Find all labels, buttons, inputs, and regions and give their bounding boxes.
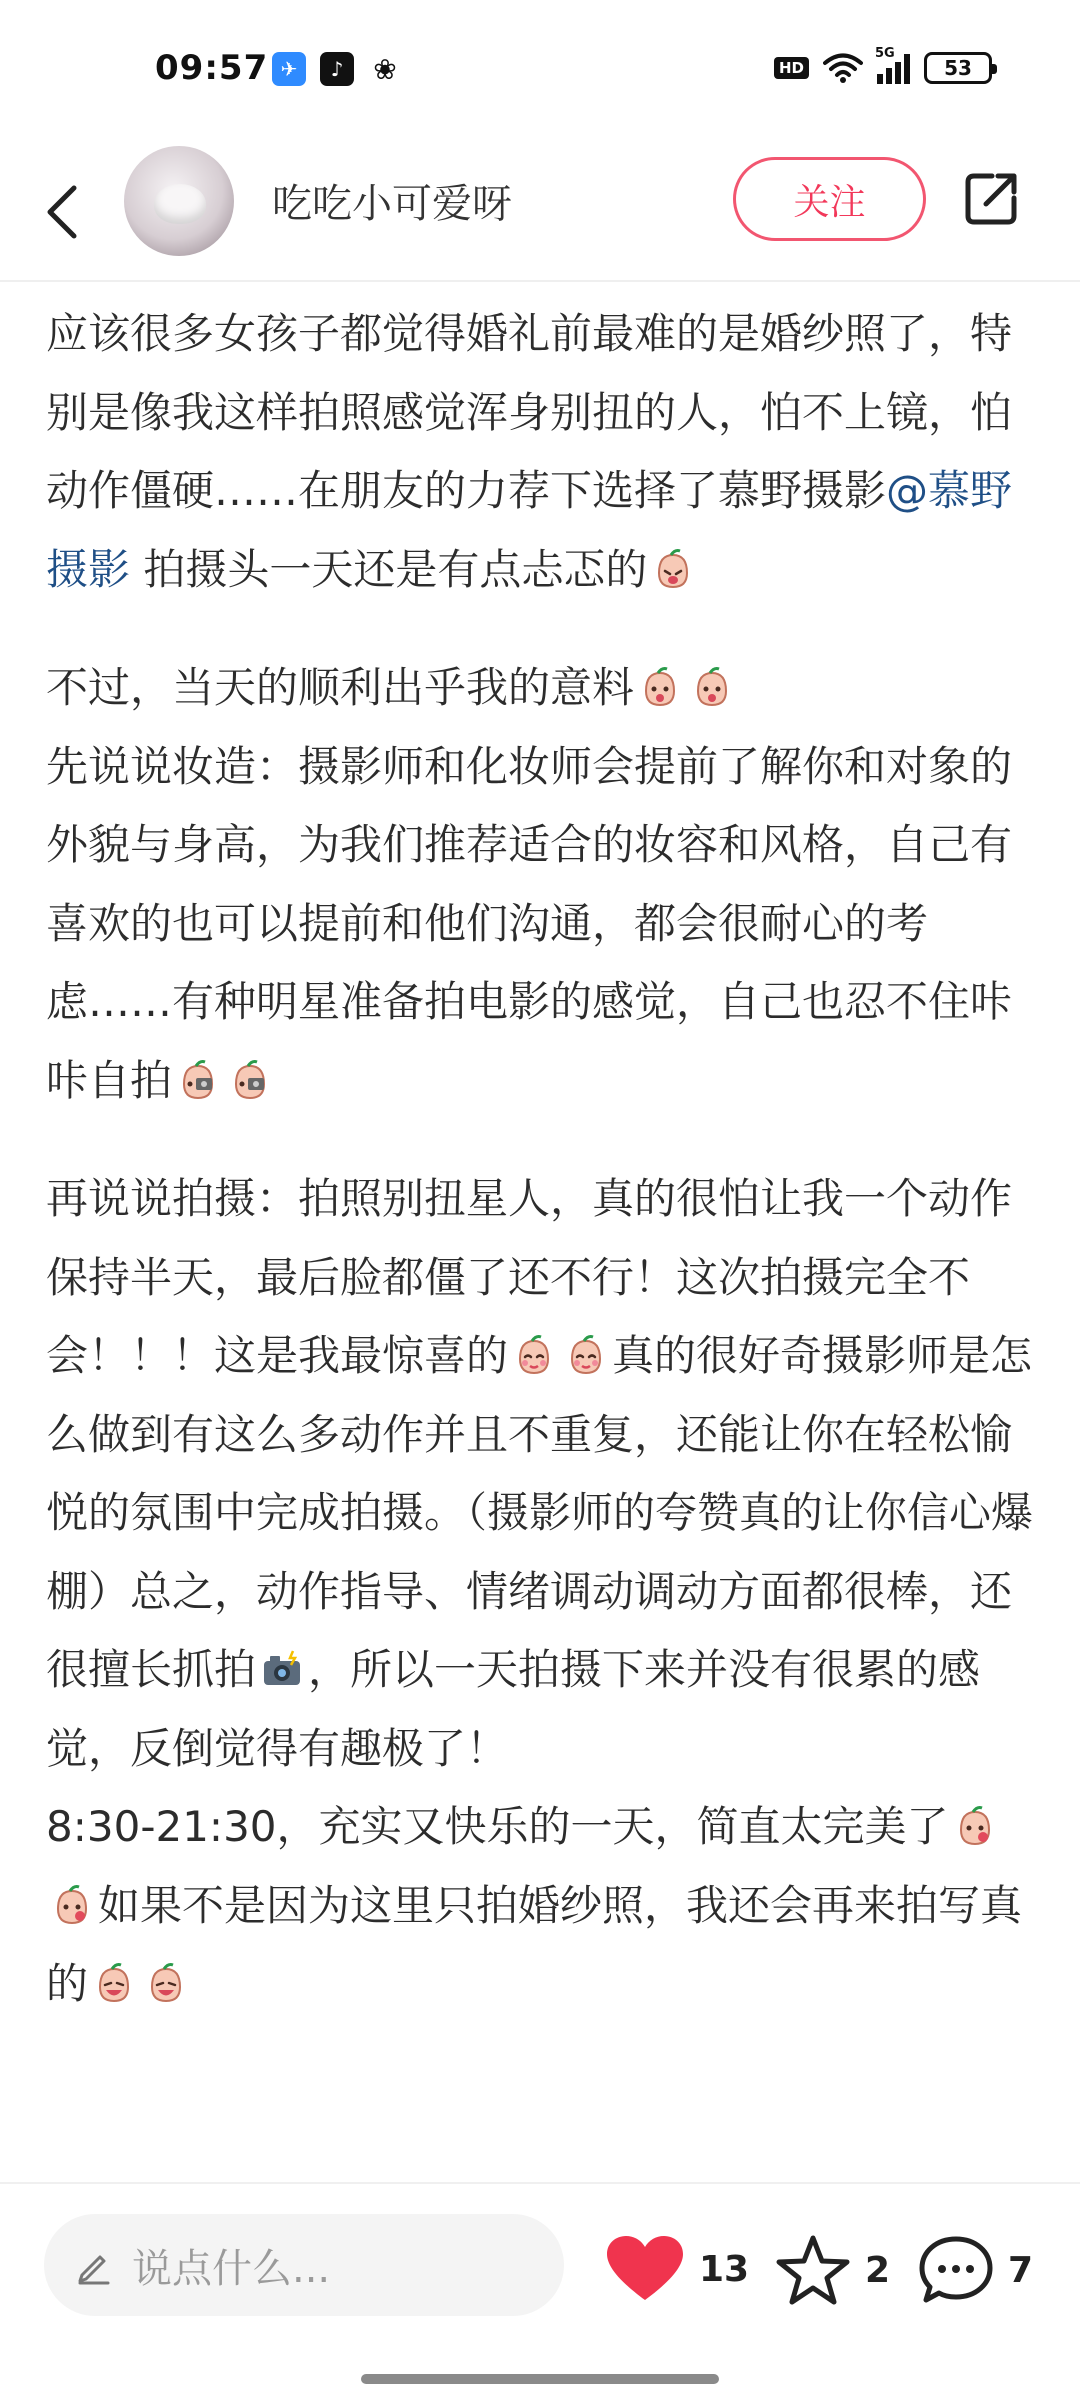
post-content — [46, 295, 1046, 2024]
paragraph-3-text-b: 真的很好奇摄影师是怎么做到有这么多动作并且不重复，还能让你在轻松愉悦的氛围中完成拍摄。（摄影师的夸赞真的让你信心爆棚）总之，动作指导、情绪调动调动方面都很棒，还很擅长抓拍 — [46, 1331, 1034, 1694]
hd-badge: HD — [774, 57, 809, 79]
wifi-icon — [823, 52, 863, 84]
signal-icon — [875, 46, 910, 84]
paragraph-1 — [46, 295, 1046, 609]
paragraph-1-text: 应该很多女孩子都觉得婚礼前最难的是婚纱照了，特别是像我这样拍照感觉浑身别扭的人，怕不上镜，怕动作僵硬……在朋友的力荐下选择了慕野摄影 — [46, 309, 1013, 515]
battery-icon — [924, 52, 992, 84]
comment-bubble-icon — [918, 2234, 994, 2306]
pencil-icon — [74, 2245, 114, 2285]
share-button[interactable] — [960, 168, 1022, 230]
comment-input[interactable] — [44, 2214, 564, 2316]
blushing-face-icon — [564, 1333, 608, 1377]
laughing-face-icon — [144, 1961, 188, 2005]
shy-face-icon — [953, 1804, 997, 1848]
comment-placeholder: 说点什么... — [132, 2245, 331, 2292]
paragraph-4-text-b: 如果不是因为这里只拍婚纱照，我还会再来拍写真的 — [46, 1880, 1023, 2008]
battery-level: 53 — [944, 56, 972, 80]
paragraph-2 — [46, 649, 1046, 1120]
author-name[interactable]: 吃吃小可爱呀 — [272, 181, 512, 227]
selfie-face-icon — [176, 1058, 220, 1102]
paragraph-3 — [46, 1160, 1046, 2024]
status-bar — [0, 0, 1080, 140]
laughing-face-icon — [92, 1961, 136, 2005]
surprised-face-icon — [638, 665, 682, 709]
back-button[interactable] — [38, 172, 88, 252]
signal-label: 5G — [875, 46, 895, 61]
paragraph-2-line-1: 不过，当天的顺利出乎我的意料 — [46, 663, 635, 712]
selfie-face-icon — [228, 1058, 272, 1102]
like-button[interactable] — [605, 2234, 749, 2304]
heart-icon — [605, 2234, 685, 2304]
favorite-button[interactable] — [775, 2234, 890, 2306]
comment-button[interactable] — [918, 2234, 1033, 2306]
follow-label: 关注 — [793, 181, 866, 223]
follow-button[interactable] — [733, 157, 926, 241]
mention-link[interactable]: @慕野摄影 — [46, 466, 1013, 594]
home-indicator[interactable] — [361, 2374, 719, 2384]
tiktok-icon: ♪ — [320, 52, 354, 86]
paragraph-1-text-b: 拍摄头一天还是有点忐忑的 — [130, 544, 648, 594]
blushing-face-icon — [512, 1333, 556, 1377]
paragraph-2-line-2: 先说说妆造：摄影师和化妆师会提前了解你和对象的外貌与身高，为我们推荐适合的妆容和风格，自己有喜欢的也可以提前和他们沟通，都会很耐心的考虑……有种明星准备拍电影的感觉，自己也忍不住咔咔自拍 — [46, 741, 1013, 1105]
avatar[interactable] — [124, 146, 234, 256]
bird-app-icon: ✈ — [272, 52, 306, 86]
status-time: 09:57 — [155, 48, 269, 88]
wechat-icon: ❀ — [373, 52, 397, 86]
bottom-action-bar — [0, 2182, 1080, 2400]
like-count: 13 — [699, 2248, 750, 2290]
favorite-count: 2 — [865, 2249, 891, 2291]
surprised-face-icon — [690, 665, 734, 709]
camera-flash-icon — [260, 1647, 304, 1691]
shy-face-icon — [50, 1883, 94, 1927]
paragraph-3-text-c: ，所以一天拍摄下来并没有很累的感觉，反倒觉得有趣极了！ — [46, 1645, 981, 1773]
paragraph-4-text-a: 8:30-21:30，充实又快乐的一天，简直太完美了 — [46, 1802, 949, 1851]
notification-icons — [272, 52, 402, 86]
nervous-face-icon — [651, 547, 695, 591]
paragraph-3-text-a: 再说说拍摄：拍照别扭星人，真的很怕让我一个动作保持半天，最后脸都僵了还不行！这次拍摄完全不会！！！这是我最惊喜的 — [46, 1174, 1013, 1380]
comment-count: 7 — [1008, 2249, 1034, 2291]
system-icons — [774, 46, 992, 84]
star-icon — [775, 2234, 851, 2306]
